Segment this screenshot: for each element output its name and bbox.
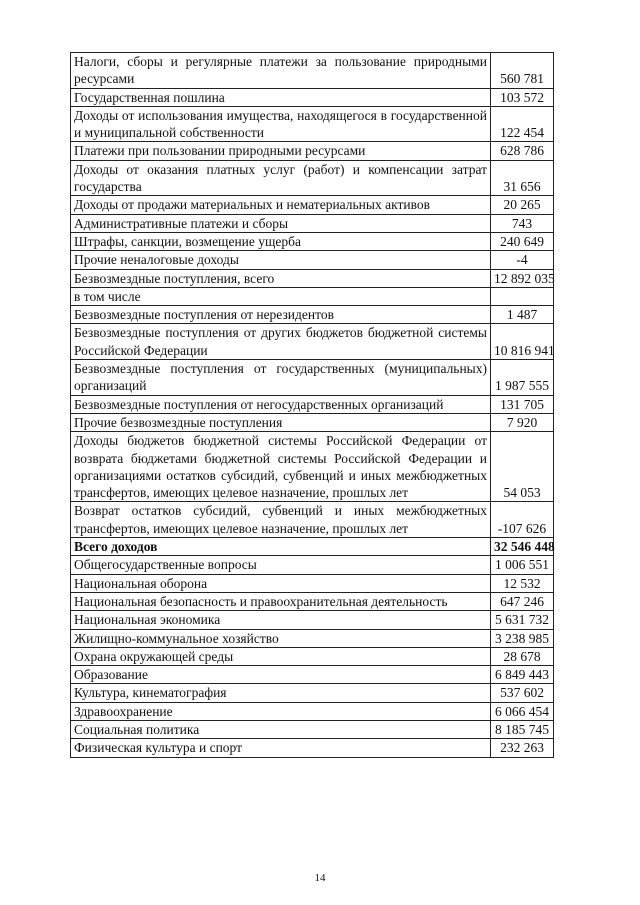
table-row (71, 666, 554, 684)
row-value: 1 006 551 (491, 556, 554, 574)
table-row (71, 574, 554, 592)
row-label: Возврат остатков субсидий, субвенций и иных межбюджетных трансфертов, имеющих целевое назначение, прошлых лет (71, 502, 491, 538)
row-label: Прочие безвозмездные поступления (71, 413, 491, 431)
page-number: 14 (314, 872, 326, 884)
row-label: Административные платежи и сборы (71, 214, 491, 232)
table-row (71, 538, 554, 556)
row-label: Доходы бюджетов бюджетной системы Российской Федерации от возврата бюджетами бюджетной системы Российской Федерации и организациями остатков субсидий, субвенций и иных межбюджетных трансфертов, имеющих целевое назначение, прошлых лет (71, 432, 491, 502)
table-row (71, 88, 554, 106)
row-value: 560 781 (491, 53, 554, 89)
row-value: 131 705 (491, 395, 554, 413)
row-value: 32 546 448 (491, 538, 554, 556)
row-value: 20 265 (491, 196, 554, 214)
row-value: 232 263 (491, 739, 554, 757)
table-row (71, 360, 554, 396)
row-value: 122 454 (491, 106, 554, 142)
row-label: Безвозмездные поступления от негосударственных организаций (71, 395, 491, 413)
row-label: Налоги, сборы и регулярные платежи за пользование природными ресурсами (71, 53, 491, 89)
row-value: 6 849 443 (491, 666, 554, 684)
table-row (71, 684, 554, 702)
row-label: Здравоохранение (71, 702, 491, 720)
row-value: 12 892 035 (491, 269, 554, 287)
row-value: 647 246 (491, 592, 554, 610)
table-row (71, 214, 554, 232)
row-value: 7 920 (491, 413, 554, 431)
row-label: Безвозмездные поступления, всего (71, 269, 491, 287)
row-label: Доходы от использования имущества, находящегося в государственной и муниципальной собственности (71, 106, 491, 142)
row-label: Доходы от оказания платных услуг (работ) и компенсации затрат государства (71, 160, 491, 196)
row-value: 743 (491, 214, 554, 232)
row-value: 12 532 (491, 574, 554, 592)
row-label: Культура, кинематография (71, 684, 491, 702)
row-value: 628 786 (491, 142, 554, 160)
table-row (71, 160, 554, 196)
row-value: 1 487 (491, 306, 554, 324)
row-label: Платежи при пользовании природными ресурсами (71, 142, 491, 160)
table-row (71, 739, 554, 757)
row-label: Жилищно-коммунальное хозяйство (71, 629, 491, 647)
row-label: Государственная пошлина (71, 88, 491, 106)
row-value: 537 602 (491, 684, 554, 702)
row-label: Безвозмездные поступления от нерезидентов (71, 306, 491, 324)
row-label: Безвозмездные поступления от государственных (муниципальных) организаций (71, 360, 491, 396)
row-value: 28 678 (491, 647, 554, 665)
row-label: Национальная экономика (71, 611, 491, 629)
table-row (71, 502, 554, 538)
table-row (71, 324, 554, 360)
row-label: Национальная безопасность и правоохранительная деятельность (71, 592, 491, 610)
table-row (71, 702, 554, 720)
budget-table (70, 52, 554, 758)
row-label: в том числе (71, 287, 491, 305)
row-label: Всего доходов (71, 538, 491, 556)
row-value: 5 631 732 (491, 611, 554, 629)
row-value (491, 287, 554, 305)
row-label: Доходы от продажи материальных и нематериальных активов (71, 196, 491, 214)
table-row (71, 592, 554, 610)
row-label: Штрафы, санкции, возмещение ущерба (71, 232, 491, 250)
table-row (71, 611, 554, 629)
table-row (71, 142, 554, 160)
row-value: 6 066 454 (491, 702, 554, 720)
row-label: Национальная оборона (71, 574, 491, 592)
row-value: 240 649 (491, 232, 554, 250)
row-value: 54 053 (491, 432, 554, 502)
table-row (71, 647, 554, 665)
row-value: -4 (491, 251, 554, 269)
row-label: Социальная политика (71, 720, 491, 738)
table-row (71, 306, 554, 324)
row-value: 8 185 745 (491, 720, 554, 738)
table-row (71, 432, 554, 502)
row-value: 1 987 555 (491, 360, 554, 396)
table-row (71, 395, 554, 413)
table-row (71, 629, 554, 647)
table-row (71, 196, 554, 214)
table-row (71, 232, 554, 250)
row-label: Охрана окружающей среды (71, 647, 491, 665)
row-label: Образование (71, 666, 491, 684)
budget-table-body (71, 53, 554, 758)
table-row (71, 106, 554, 142)
table-row (71, 251, 554, 269)
table-row (71, 53, 554, 89)
table-row (71, 413, 554, 431)
row-value: 3 238 985 (491, 629, 554, 647)
row-value: 10 816 941 (491, 324, 554, 360)
row-value: 103 572 (491, 88, 554, 106)
table-row (71, 287, 554, 305)
row-label: Физическая культура и спорт (71, 739, 491, 757)
row-value: -107 626 (491, 502, 554, 538)
row-label: Безвозмездные поступления от других бюджетов бюджетной системы Российской Федерации (71, 324, 491, 360)
table-row (71, 720, 554, 738)
row-value: 31 656 (491, 160, 554, 196)
table-row (71, 269, 554, 287)
row-label: Прочие неналоговые доходы (71, 251, 491, 269)
row-label: Общегосударственные вопросы (71, 556, 491, 574)
table-row (71, 556, 554, 574)
